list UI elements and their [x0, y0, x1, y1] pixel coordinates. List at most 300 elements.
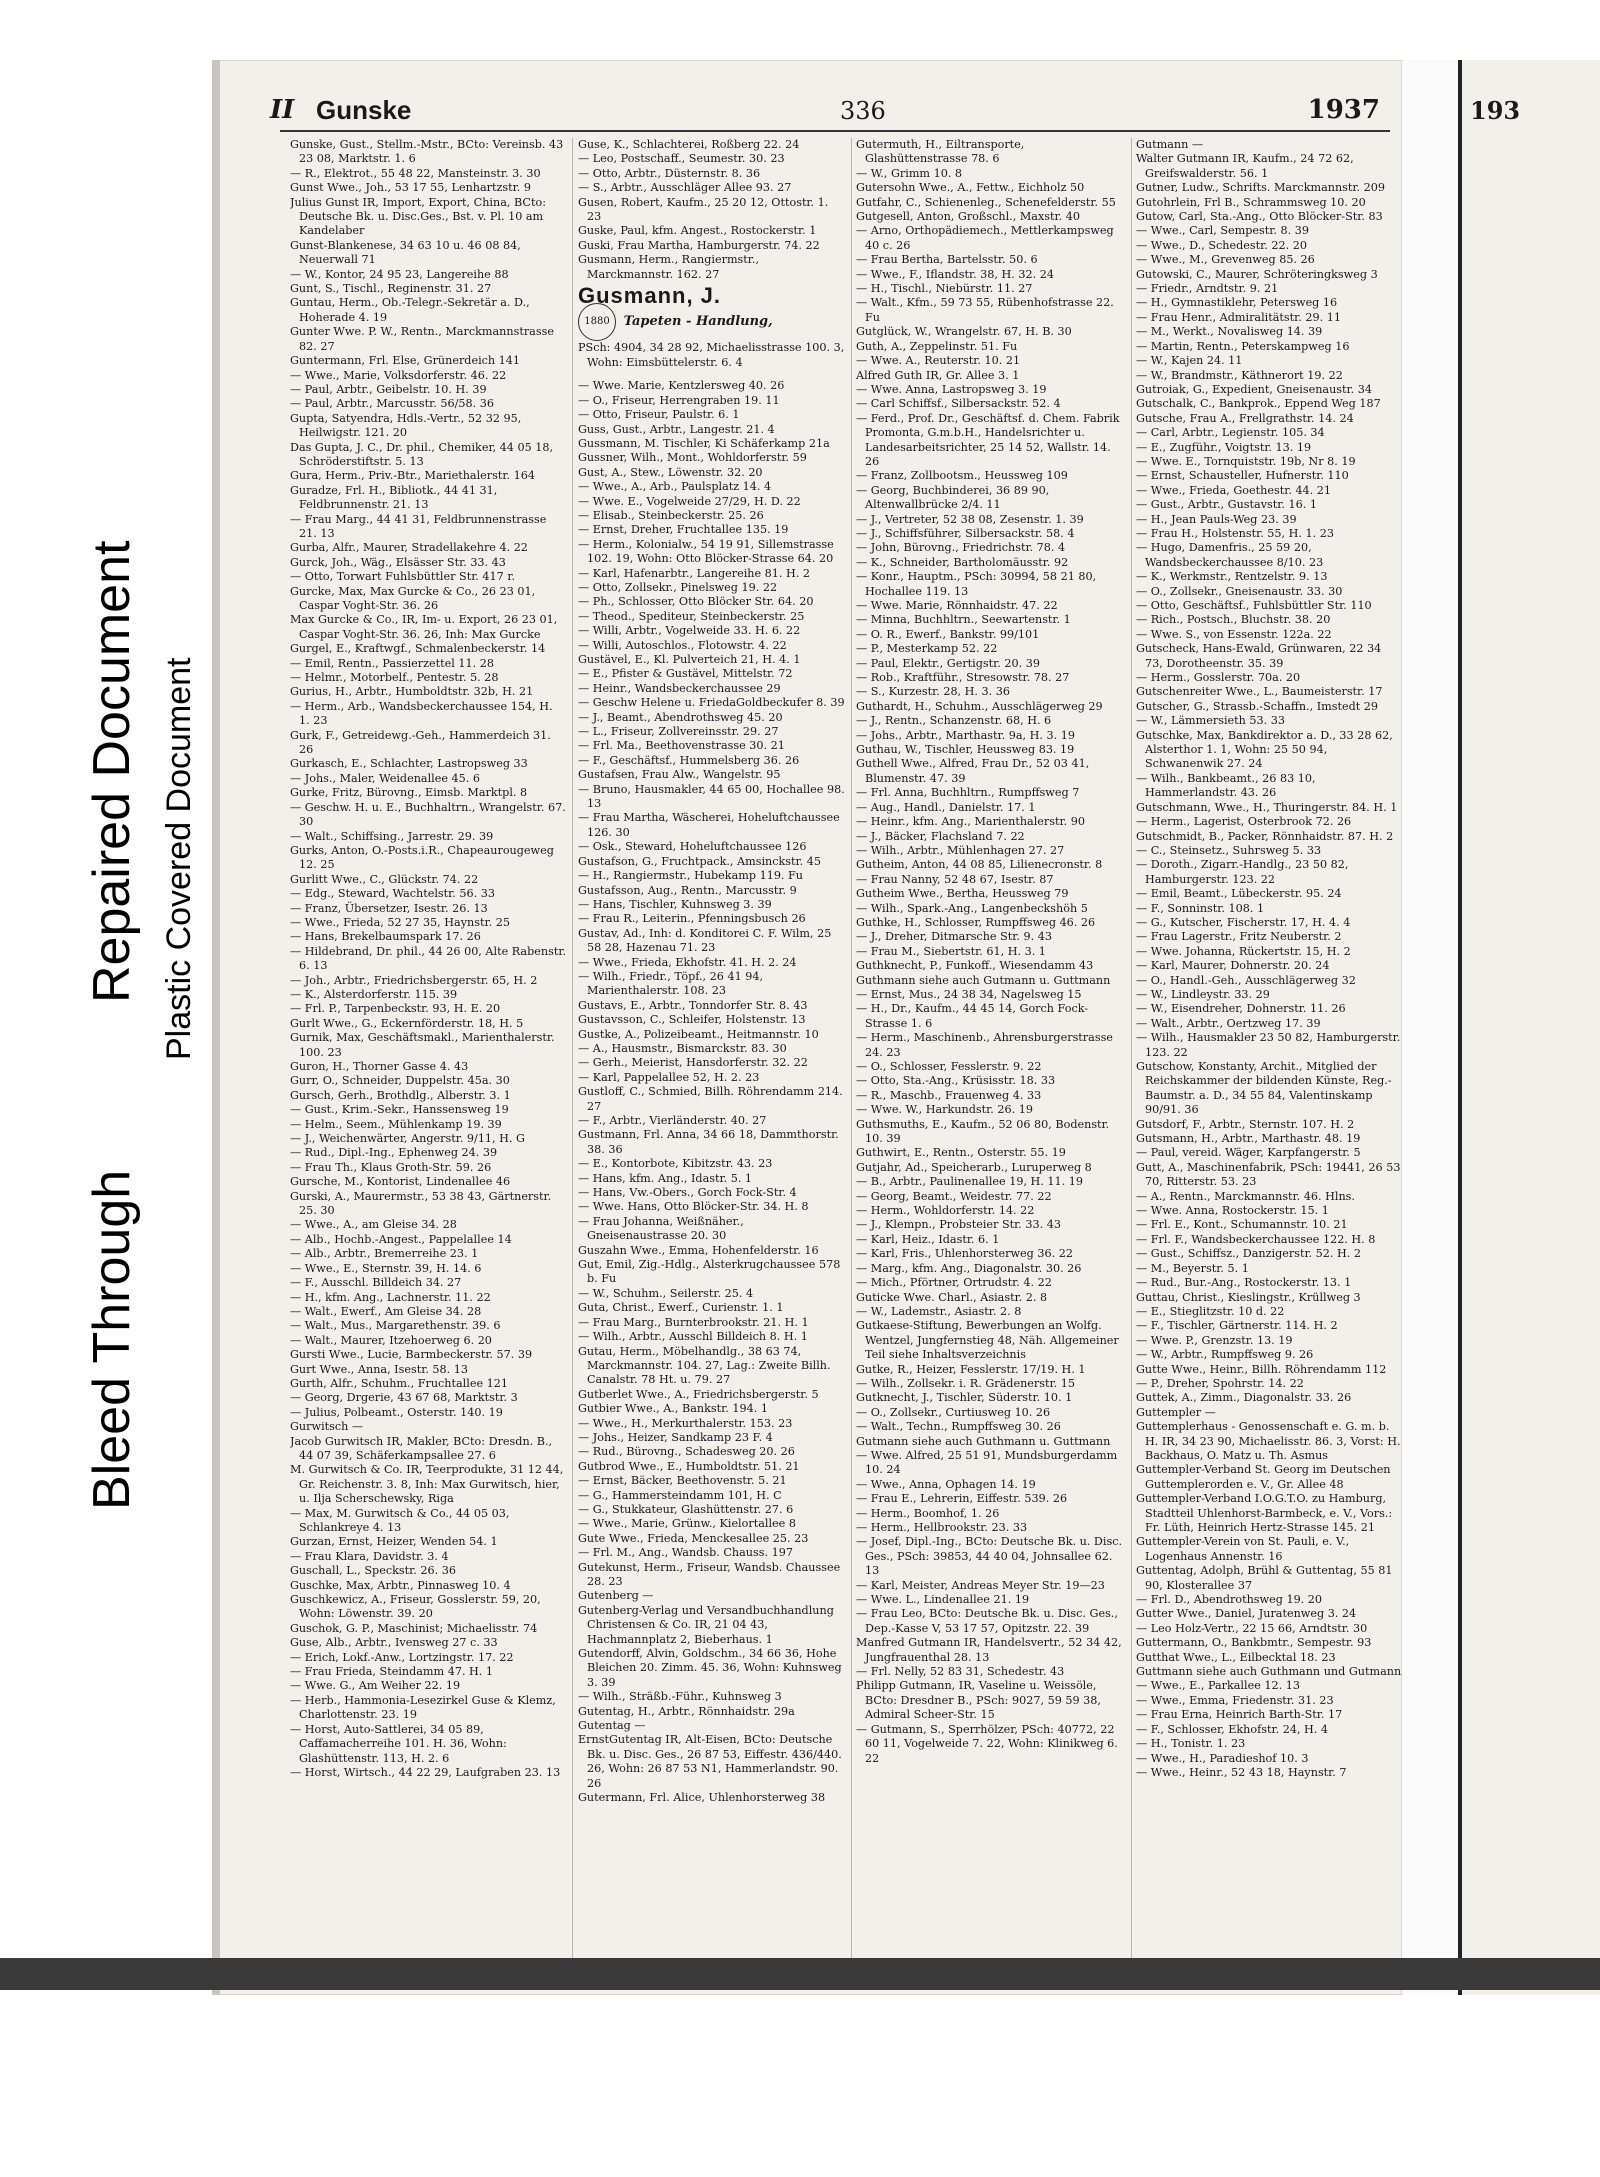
directory-entry: — H., Jean Pauls-Weg 23. 39	[1136, 512, 1297, 526]
directory-entry: — Frau Lagerstr., Fritz Neuberstr. 2	[1136, 930, 1342, 944]
directory-entry: — Wwe., Heinr., 52 43 18, Haynstr. 7	[1136, 1765, 1347, 1779]
directory-entry: — Rud., Bürovng., Schadesweg 20. 26	[578, 1445, 795, 1459]
directory-entry: — J., Schiffsführer, Silbersackstr. 58. 4	[856, 526, 1075, 540]
directory-entry: Gusen, Robert, Kaufm., 25 20 12, Ottostr. 1. 23	[578, 195, 829, 224]
directory-entry: Manfred Gutmann IR, Handelsvertr., 52 34 42, Jungfrauenthal 28. 13	[856, 1636, 1122, 1664]
directory-entry: Guron, H., Thorner Gasse 4. 43	[290, 1060, 469, 1073]
directory-entry: — Julius, Polbeamt., Osterstr. 140. 19	[290, 1405, 503, 1419]
directory-entry: — Gust., Krim.-Sekr., Hanssensweg 19	[290, 1103, 509, 1117]
directory-entry: — Wwe., F., Iflandstr. 38, H. 32. 24	[856, 267, 1054, 281]
directory-entry: Gutsdorf, F., Arbtr., Sternstr. 107. H. 2	[1136, 1117, 1355, 1131]
directory-entry: — Helmr., Motorbelf., Pentestr. 5. 28	[290, 671, 499, 685]
directory-entry: — Frl. M., Ang., Wandsb. Chauss. 197	[578, 1546, 793, 1560]
directory-entry: Walter Gutmann IR, Kaufm., 24 72 62, Greifswalderstr. 56. 1	[1136, 152, 1354, 180]
directory-entry: — Frl. Ma., Beethovenstrasse 30. 21	[578, 739, 785, 753]
directory-entry: — Wilh., Spark.-Ang., Langenbeckshöh 5	[856, 901, 1088, 915]
directory-entry: — Mich., Pförtner, Ortrudstr. 4. 22	[856, 1276, 1052, 1290]
directory-entry: — H., kfm. Ang., Lachnerstr. 11. 22	[290, 1290, 491, 1304]
directory-entry: Gustavs, E., Arbtr., Tonndorfer Str. 8. 43	[578, 998, 808, 1012]
directory-entry: — Aug., Handl., Danielstr. 17. 1	[856, 800, 1036, 814]
directory-entry: — F., Arbtr., Vierländerstr. 40. 27	[578, 1114, 767, 1127]
directory-entry: Guttek, A., Zimm., Diagonalstr. 33. 26	[1136, 1391, 1352, 1405]
directory-entry: — Elisab., Steinbeckerstr. 25. 26	[578, 508, 764, 522]
directory-entry: Gunst-Blankenese, 34 63 10 u. 46 08 84, Neuerwall 71	[290, 238, 521, 267]
directory-entry: Gutow, Carl, Sta.-Ang., Otto Blöcker-Str. 83	[1136, 210, 1383, 224]
directory-entry: — Arno, Orthopädiemech., Mettlerkampsweg 40 c. 26	[856, 224, 1114, 252]
directory-entry: Gura, Herm., Priv.-Btr., Mariethalerstr. 164	[290, 469, 535, 483]
directory-entry: — Wilh., Bankbeamt., 26 83 10, Hammerlandstr. 43. 26	[1136, 771, 1316, 800]
directory-entry: Guthknecht, P., Funkoff., Wiesendamm 43	[856, 959, 1094, 973]
directory-entry: — Geschw. H. u. E., Buchhaltrn., Wrangelstr. 67. 30	[290, 800, 566, 829]
directory-entry: — Walt., Arbtr., Oertzweg 17. 39	[1136, 1016, 1321, 1030]
directory-entry: — John, Bürovng., Friedrichstr. 78. 4	[856, 541, 1066, 555]
directory-entry: — Paul, vereid. Wäger, Karpfangerstr. 5	[1136, 1146, 1361, 1160]
directory-entry: — Otto, Sta.-Ang., Krüsisstr. 18. 33	[856, 1074, 1056, 1088]
directory-entry: Gusmann, Herm., Rangiermstr., Marckmannstr. 162. 27	[578, 253, 760, 281]
directory-entry: — Hans, kfm. Ang., Idastr. 5. 1	[578, 1171, 753, 1185]
directory-entry: Gutsmann, H., Arbtr., Marthastr. 48. 19	[1136, 1132, 1361, 1146]
directory-entry: ErnstGutentag IR, Alt-Eisen, BCto: Deutsche Bk. u. Disc. Ges., 26 87 53, Eiffestr. 436/440. 26, Wohn: 26 87 53 N1, Hammerlandstr. 90. 26	[578, 1733, 842, 1790]
directory-entry: — Walt., Ewerf., Am Gleise 34. 28	[290, 1304, 482, 1318]
directory-entry: Gutknecht, J., Tischler, Süderstr. 10. 1	[856, 1391, 1073, 1405]
directory-entry: — J., Klempn., Probsteier Str. 33. 43	[856, 1218, 1061, 1232]
directory-entry: — J., Beamt., Abendrothsweg 45. 20	[578, 710, 783, 724]
directory-entry: Gutau, Herm., Möbelhandlg., 38 63 74, Marckmannstr. 104. 27, Lag.: Zweite Billh. Canalstr. 78 Ht. u. 79. 27	[578, 1344, 831, 1387]
scanner-bottom-bar	[0, 1958, 1600, 1990]
directory-entry: — G., Stukkateur, Glashüttenstr. 27. 6	[578, 1502, 794, 1516]
directory-entry: Guthell Wwe., Alfred, Frau Dr., 52 03 41, Blumenstr. 47. 39	[856, 757, 1090, 785]
directory-entry: — Wwe. G., Am Weiher 22. 19	[290, 1679, 461, 1693]
directory-entry: — W., Brandmstr., Käthnerort 19. 22	[1136, 368, 1343, 382]
directory-entry: Gutjahr, Ad., Speicherarb., Luruperweg 8	[856, 1160, 1092, 1174]
adjacent-page-column	[1466, 100, 1596, 1950]
directory-entry: Jacob Gurwitsch IR, Makler, BCto: Dresdn. B., 44 07 39, Schäferkampsallee 27. 6	[290, 1434, 553, 1462]
directory-entry: Guntau, Herm., Ob.-Telegr.-Sekretär a. D., Hoherade 4. 19	[290, 296, 530, 324]
directory-entry: — Johs., Maler, Weidenallee 45. 6	[290, 771, 480, 785]
directory-entry: — Herm., Wohldorferstr. 14. 22	[856, 1204, 1035, 1218]
directory-entry: — Frau Nanny, 52 48 67, Isestr. 87	[856, 872, 1054, 886]
directory-entry: — Marg., kfm. Ang., Diagonalstr. 30. 26	[856, 1261, 1082, 1275]
directory-entry: Gutschow, Konstanty, Archit., Mitglied der Reichskammer der bildenden Künste, Reg.-Baumstr. a. D., 34 55 84, Valentinskamp 90/91. 36	[1136, 1060, 1392, 1117]
directory-entry: Guski, Frau Martha, Hamburgerstr. 74. 22	[578, 238, 820, 252]
directory-entry: — Wwe., Marie, Grünw., Kielortallee 8	[578, 1517, 796, 1531]
directory-entry: — Georg, Buchbinderei, 36 89 90, Altenwallbrücke 2/4. 11	[856, 483, 1050, 512]
directory-entry: Gustafson, G., Fruchtpack., Amsinckstr. 45	[578, 854, 821, 868]
directory-entry: Gutenberg-Verlag und Versandbuchhandlung Christensen & Co. IR, 21 04 43, Hachmannplatz 2, Bieberhaus. 1	[578, 1603, 834, 1646]
directory-entry: — Frau Martha, Wäscherei, Hoheluftchaussee 126. 30	[578, 811, 840, 839]
directory-entry: Gutt, A., Maschinenfabrik, PSch: 19441, 26 53 70, Ritterstr. 53. 23	[1136, 1160, 1401, 1189]
directory-entry: — J., Rentn., Schanzenstr. 68, H. 6	[856, 714, 1052, 728]
directory-entry: — Wwe., Carl, Sempestr. 8. 39	[1136, 224, 1309, 238]
page-section-letter: II	[270, 95, 295, 125]
directory-entry: — S., Kurzestr. 28, H. 3. 36	[856, 685, 1011, 699]
directory-entry: Guta, Christ., Ewerf., Curienstr. 1. 1	[578, 1301, 784, 1315]
directory-entry: — R., Elektrot., 55 48 22, Mansteinstr. 3. 30	[290, 166, 541, 180]
directory-entry: — Karl, Heiz., Idastr. 6. 1	[856, 1232, 1000, 1246]
directory-entry: — Gerh., Meierist, Hansdorferstr. 32. 22	[578, 1056, 808, 1070]
directory-entry: — P., Mesterkamp 52. 22	[856, 642, 998, 656]
column-divider	[572, 138, 573, 1958]
directory-entry: — F., Geschäftsf., Hummelsberg 36. 26	[578, 753, 800, 767]
directory-entry: — Herm., Boomhof, 1. 26	[856, 1506, 1000, 1520]
directory-entry: — Hans, Brekelbaumspark 17. 26	[290, 930, 481, 944]
directory-entry: — Martin, Rentn., Peterskampweg 16	[1136, 339, 1350, 353]
directory-entry: — Rud., Bur.-Ang., Rostockerstr. 13. 1	[1136, 1276, 1352, 1290]
directory-entry: — O., Zollsekr., Curtiusweg 10. 26	[856, 1405, 1051, 1419]
directory-entry: Gutgesell, Anton, Großschl., Maxstr. 40	[856, 210, 1080, 224]
directory-entry: Gustafsson, Aug., Rentn., Marcusstr. 9	[578, 883, 797, 897]
directory-entry: — K., Werkmstr., Rentzelstr. 9. 13	[1136, 570, 1328, 584]
directory-entry: — J., Dreher, Ditmarsche Str. 9. 43	[856, 930, 1052, 944]
directory-entry: Gunt, S., Tischl., Reginenstr. 31. 27	[290, 282, 492, 296]
directory-entry: — W., Lindleystr. 33. 29	[1136, 987, 1270, 1001]
directory-entry: — F., Tischler, Gärtnerstr. 114. H. 2	[1136, 1319, 1338, 1333]
directory-entry: Gutroiak, G., Expedient, Gneisenaustr. 34	[1136, 382, 1372, 396]
directory-entry: — F., Ausschl. Billdeich 34. 27	[290, 1276, 462, 1290]
directory-entry: Gunske, Gust., Stellm.-Mstr., BCto: Vereinsb. 43 23 08, Marktstr. 1. 6	[290, 138, 564, 166]
directory-entry: — O., Handl.-Geh., Ausschlägerweg 32	[1136, 973, 1356, 987]
directory-entry: — F., Sonninstr. 108. 1	[1136, 901, 1265, 915]
directory-entry: Gurzan, Ernst, Heizer, Wenden 54. 1	[290, 1535, 498, 1549]
directory-entry: Gutte Wwe., Heinr., Billh. Röhrendamm 112	[1136, 1362, 1387, 1376]
directory-entry: — Wwe. Johanna, Rückertstr. 15, H. 2	[1136, 944, 1351, 958]
directory-entry: — Wilh., Arbtr., Mühlenhagen 27. 27	[856, 843, 1065, 857]
directory-entry: — Frau Henr., Admiralitätstr. 29. 11	[1136, 310, 1341, 324]
directory-entry: — W., Eisendreher, Dohnerstr. 11. 26	[1136, 1002, 1346, 1016]
directory-entry: Guticke Wwe. Charl., Asiastr. 2. 8	[856, 1290, 1048, 1304]
directory-entry: — Rich., Postsch., Bluchstr. 38. 20	[1136, 613, 1331, 627]
directory-entry: — Herm., Hellbrookstr. 23. 33	[856, 1521, 1028, 1534]
directory-entry: Gunter Wwe. P. W., Rentn., Marckmannstrasse 82. 27	[290, 325, 554, 353]
directory-entry: Gustke, A., Polizeibeamt., Heitmannstr. 10	[578, 1027, 819, 1041]
directory-entry: — Herm., Lagerist, Osterbrook 72. 26	[1136, 815, 1352, 829]
directory-entry: — Franz, Übersetzer, Isestr. 26. 13	[290, 901, 488, 915]
directory-entry: — Karl, Pappelallee 52, H. 2. 23	[578, 1070, 760, 1084]
directory-entry: Guttau, Christ., Kieslingstr., Krüllweg 3	[1136, 1290, 1361, 1304]
directory-entry: — Wilh., Hausmakler 23 50 82, Hamburgerstr. 123. 22	[1136, 1031, 1401, 1059]
directory-entry: — Wwe., Emma, Friedenstr. 31. 23	[1136, 1693, 1334, 1707]
directory-entry: — Minna, Buchhltrn., Seewartenstr. 1	[856, 613, 1071, 627]
directory-entry: — Frau H., Holstenstr. 55, H. 1. 23	[1136, 526, 1334, 540]
directory-entry: — Wwe. W., Harkundstr. 26. 19	[856, 1103, 1033, 1117]
directory-entry: Gurski, A., Maurermstr., 53 38 43, Gärtnerstr. 25. 30	[290, 1189, 552, 1218]
directory-entry: Guttempler —	[1136, 1405, 1216, 1419]
directory-entry: — Doroth., Zigarr.-Handlg., 23 50 82, Hamburgerstr. 123. 22	[1136, 858, 1349, 886]
directory-entry: — Wwe. A., Reuterstr. 10. 21	[856, 354, 1021, 368]
directory-entry: — Frl. Nelly, 52 83 31, Schedestr. 43	[856, 1665, 1065, 1679]
directory-entry: — H., Tonistr. 1. 23	[1136, 1737, 1246, 1751]
directory-entry: Guntermann, Frl. Else, Grünerdeich 141	[290, 354, 521, 368]
directory-entry: Gutschmann, Wwe., H., Thuringerstr. 84. H. 1	[1136, 800, 1398, 814]
directory-entry: Guthmann siehe auch Gutmann u. Guttmann	[856, 973, 1111, 987]
directory-entry: Gurk, F., Getreidewg.-Geh., Hammerdeich 31. 26	[290, 728, 551, 757]
directory-entry: — Wilh., Arbtr., Ausschl Billdeich 8. H. 1	[578, 1330, 808, 1344]
directory-entry: — Franz, Zollbootsm., Heussweg 109	[856, 469, 1068, 483]
directory-entry: Gutke, R., Heizer, Fesslerstr. 17/19. H. 1	[856, 1362, 1086, 1376]
directory-entry: Gurth, Alfr., Schuhm., Fruchtallee 121	[290, 1376, 508, 1390]
directory-entry: Guschok, G. P., Maschinist; Michaelisstr. 74	[290, 1621, 538, 1635]
directory-entry: Gutthat Wwe., L., Eilbecktal 18. 23	[1136, 1650, 1336, 1664]
directory-entry: — Frl. D., Abendrothsweg 19. 20	[1136, 1593, 1323, 1607]
directory-entry: — A., Hausmstr., Bismarckstr. 83. 30	[578, 1041, 787, 1055]
directory-entry: — Frau Frieda, Steindamm 47. H. 1	[290, 1665, 494, 1679]
directory-entry: Alfred Guth IR, Gr. Allee 3. 1	[856, 368, 1020, 382]
directory-entry: — Wwe. Anna, Lastropsweg 3. 19	[856, 382, 1047, 396]
directory-entry: Guthwirt, E., Rentn., Osterstr. 55. 19	[856, 1146, 1066, 1160]
directory-entry: Guttempler-Verein von St. Pauli, e. V., Logenhaus Annenstr. 16	[1136, 1535, 1350, 1563]
directory-entry: Guradze, Frl. H., Bibliotk., 44 41 31, Feldbrunnenstr. 21. 13	[290, 483, 498, 512]
gusmann-advertisement	[578, 285, 846, 374]
directory-entry: — Walt., Maurer, Itzehoerweg 6. 20	[290, 1333, 492, 1347]
directory-entry: Guttempler-Verband I.O.G.T.O. zu Hamburg, Stadtteil Uhlenhorst-Barmbeck, e. V., Vors.: Fr. Lüth, Heinrich Hertz-Strasse 145. 21	[1136, 1492, 1393, 1534]
directory-entry: — Ernst, Mus., 24 38 34, Nagelsweg 15	[856, 987, 1082, 1001]
directory-entry: Guschke, Max, Arbtr., Pinnasweg 10. 4	[290, 1578, 511, 1592]
directory-entry: — Josef, Dipl.-Ing., BCto: Deutsche Bk. u. Disc. Ges., PSch: 39853, 44 40 04, Johnsallee 62. 13	[856, 1535, 1123, 1578]
directory-entry: Gurr, O., Schneider, Duppelstr. 45a. 30	[290, 1074, 510, 1088]
directory-entry: Gutenberg —	[578, 1589, 654, 1603]
directory-entry: — H., Rangiermstr., Hubekamp 119. Fu	[578, 869, 804, 883]
directory-entry: — Ph., Schlosser, Otto Blöcker Str. 64. 20	[578, 595, 814, 609]
directory-entry: — Konr., Hauptm., PSch: 30994, 58 21 80, Hochallee 119. 13	[856, 570, 1097, 598]
directory-entry: Guthsmuths, E., Kaufm., 52 06 80, Bodenstr. 10. 39	[856, 1117, 1110, 1146]
directory-entry: Gurwitsch —	[290, 1420, 364, 1434]
directory-entry: — Leo, Postschaff., Seumestr. 30. 23	[578, 152, 785, 166]
directory-entry: Max Gurcke & Co., IR, Im- u. Export, 26 23 01, Caspar Voght-Str. 36. 26, Inh: Max Gurcke	[290, 613, 558, 641]
directory-entry: — Wwe. Marie, Rönnhaidstr. 47. 22	[856, 599, 1058, 612]
directory-entry: — Frl. E., Kont., Schumannstr. 10. 21	[1136, 1218, 1348, 1232]
directory-entry: — Frau Bertha, Bartelsstr. 50. 6	[856, 253, 1038, 267]
directory-entry: Gutner, Ludw., Schrifts. Marckmannstr. 209	[1136, 181, 1385, 195]
directory-entry: — H., Tischl., Niebürstr. 11. 27	[856, 282, 1033, 296]
directory-entry: — Wwe. Anna, Rostockerstr. 15. 1	[1136, 1204, 1329, 1218]
directory-entry: Gute Wwe., Frieda, Menckesallee 25. 23	[578, 1531, 809, 1545]
directory-entry: — Hildebrand, Dr. phil., 44 26 00, Alte Rabenstr. 6. 13	[290, 944, 566, 973]
directory-entry: — O., Zollsekr., Gneisenaustr. 33. 30	[1136, 584, 1343, 598]
directory-entry: Gurlt Wwe., G., Eckernförderstr. 18, H. 5	[290, 1016, 524, 1030]
directory-entry: — Frau M., Siebertstr. 61, H. 3. 1	[856, 944, 1046, 958]
directory-entry: Guttentag, Adolph, Brühl & Guttentag, 55 81 90, Klosterallee 37	[1136, 1564, 1393, 1592]
directory-entry: — Osk., Steward, Hoheluftchaussee 126	[578, 840, 807, 854]
directory-entry: — Wwe., E., Parkallee 12. 13	[1136, 1679, 1300, 1693]
directory-entry: — F., Schlosser, Ekhofstr. 24, H. 4	[1136, 1722, 1329, 1736]
directory-entry: Guse, K., Schlachterei, Roßberg 22. 24	[578, 138, 800, 151]
directory-entry: — Herm., Maschinenb., Ahrensburgerstrasse 24. 23	[856, 1031, 1113, 1059]
directory-entry: — Paul, Arbtr., Marcusstr. 56/58. 36	[290, 397, 494, 411]
directory-entry: — Wwe. Alfred, 25 51 91, Mundsburgerdamm 10. 24	[856, 1448, 1118, 1477]
directory-entry: — Wwe., H., Paradieshof 10. 3	[1136, 1751, 1309, 1765]
directory-entry: — Emil, Rentn., Passierzettel 11. 28	[290, 656, 494, 670]
directory-entry: — Otto, Friseur, Paulstr. 6. 1	[578, 408, 740, 422]
directory-entry: — Gutmann, S., Sperrhölzer, PSch: 40772, 22 60 11, Vogelweide 7. 22, Wohn: Klinikweg 6. 22	[856, 1722, 1118, 1765]
directory-entry: — Theod., Spediteur, Steinbeckerstr. 25	[578, 609, 805, 623]
directory-entry: Gurius, H., Arbtr., Humboldtstr. 32b, H. 21	[290, 685, 534, 699]
directory-entry: — W., Grimm 10. 8	[856, 166, 963, 180]
directory-entry: Guss, Gust., Arbtr., Langestr. 21. 4	[578, 422, 775, 436]
directory-entry: Gutowski, C., Maurer, Schröteringksweg 3	[1136, 267, 1378, 281]
directory-entry: — L., Friseur, Zollvereinsstr. 29. 27	[578, 725, 779, 739]
directory-entry: — Leo Holz-Vertr., 22 15 66, Arndtstr. 30	[1136, 1621, 1368, 1635]
directory-entry: Gutmann siehe auch Guthmann u. Guttmann	[856, 1434, 1111, 1448]
directory-entry: Gurck, Joh., Wäg., Elsässer Str. 33. 43	[290, 555, 506, 569]
directory-entry: — J., Bäcker, Flachsland 7. 22	[856, 829, 1025, 843]
directory-entry: — Willi, Arbtr., Vogelweide 33. H. 6. 22	[578, 624, 801, 638]
directory-entry: Gutberlet Wwe., A., Friedrichsbergerstr. 5	[578, 1387, 819, 1401]
directory-entry: — Frl. P., Tarpenbeckstr. 93, H. E. 20	[290, 1002, 501, 1016]
directory-entry: — Wwe., Anna, Ophagen 14. 19	[856, 1477, 1036, 1491]
directory-entry: Guschall, L., Speckstr. 26. 36	[290, 1564, 456, 1578]
directory-entry: Gussmann, M. Tischler, Ki Schäferkamp 21a	[578, 436, 830, 450]
directory-entry: — Georg, Beamt., Weidestr. 77. 22	[856, 1189, 1052, 1203]
directory-entry: Gustafsen, Frau Alw., Wangelstr. 95	[578, 768, 781, 782]
directory-entry: Gustav, Ad., Inh: d. Konditorei C. F. Wilm, 25 58 28, Hazenau 71. 23	[578, 926, 832, 955]
directory-entry: Gutheim Wwe., Bertha, Heussweg 79	[856, 887, 1069, 901]
directory-entry: — W., Kajen 24. 11	[1136, 354, 1243, 368]
directory-entry: Gutscher, G., Strassb.-Schaffn., Imstedt 29	[1136, 699, 1379, 713]
directory-entry: — E., Pfister & Gustävel, Mittelstr. 72	[578, 667, 793, 681]
directory-entry: — M., Beyerstr. 5. 1	[1136, 1261, 1249, 1275]
page-headword: Gunske	[316, 95, 412, 125]
directory-entry: Gutglück, W., Wrangelstr. 67, H. B. 30	[856, 325, 1072, 339]
directory-entry: — W., Lämmersieth 53. 33	[1136, 714, 1286, 728]
directory-entry: — Wwe., Frieda, Goethestr. 44. 21	[1136, 483, 1332, 497]
directory-entry: — H., Gymnastiklehr, Petersweg 16	[1136, 296, 1338, 310]
directory-entry: — Hans, Tischler, Kuhnsweg 3. 39	[578, 897, 772, 911]
directory-entry: Gutendorff, Alvin, Goldschm., 34 66 36, Hohe Bleichen 20. Zimm. 45. 36, Wohn: Kuhnsweg 3. 39	[578, 1647, 842, 1689]
directory-entry: — Wwe., A., am Gleise 34. 28	[290, 1218, 457, 1232]
directory-entry: — Alb., Arbtr., Bremerreihe 23. 1	[290, 1247, 479, 1261]
directory-entry: Gutkaese-Stiftung, Bewerbungen an Wolfg. Wentzel, Jungfernstieg 48, Näh. Allgemeiner Teil siehe Inhaltsverzeichnis	[856, 1319, 1119, 1362]
directory-column-4	[1136, 138, 1402, 1958]
directory-column-2	[578, 138, 846, 1958]
directory-entry: — O., Schlosser, Fesslerstr. 9. 22	[856, 1060, 1042, 1073]
directory-entry: Gutentag, H., Arbtr., Rönnhaidstr. 29a	[578, 1704, 795, 1718]
directory-entry: — Wwe., H., Merkurthalerstr. 153. 23	[578, 1416, 793, 1430]
directory-entry: — Walt., Schiffsing., Jarrestr. 29. 39	[290, 829, 494, 843]
directory-entry: — Hans, Vw.-Obers., Gorch Fock-Str. 4	[578, 1186, 797, 1200]
directory-entry: — Ernst, Dreher, Fruchtallee 135. 19	[578, 523, 789, 537]
page-year: 1937	[1307, 95, 1380, 125]
directory-entry: M. Gurwitsch & Co. IR, Teerprodukte, 31 12 44, Gr. Reichenstr. 3. 8, Inh: Max Gurwitsch, hier, u. Ilja Scherschewsky, Riga	[290, 1463, 564, 1506]
directory-entry: — Johs., Arbtr., Marthastr. 9a, H. 3. 19	[856, 728, 1075, 742]
bleed-through-label: Bleed Through	[83, 1169, 141, 1510]
directory-entry: — Walt., Kfm., 59 73 55, Rübenhofstrasse 22. Fu	[856, 296, 1114, 324]
directory-entry: — Erich, Lokf.-Anw., Lortzingstr. 17. 22	[290, 1650, 514, 1664]
directory-entry: — Ernst, Schausteller, Hufnerstr. 110	[1136, 469, 1349, 483]
directory-entry: Gurkasch, E., Schlachter, Lastropsweg 33	[290, 757, 528, 771]
directory-entry: — Otto, Arbtr., Düsternstr. 8. 36	[578, 166, 761, 180]
directory-entry: Gutbrod Wwe., E., Humboldtstr. 51. 21	[578, 1459, 800, 1473]
directory-entry: — Wwe. P., Grenzstr. 13. 19	[1136, 1333, 1293, 1347]
directory-entry: — G., Kutscher, Fischerstr. 17, H. 4. 4	[1136, 915, 1351, 929]
directory-entry: — M., Werkt., Novalisweg 14. 39	[1136, 325, 1323, 339]
directory-entry: Guthke, H., Schlosser, Rumpffsweg 46. 26	[856, 915, 1096, 929]
directory-entry: Gutmann —	[1136, 138, 1204, 151]
directory-entry: — Wwe., D., Schedestr. 22. 20	[1136, 238, 1307, 252]
directory-entry: Gutbier Wwe., A., Bankstr. 194. 1	[578, 1402, 768, 1416]
directory-entry: Julius Gunst IR, Import, Export, China, BCto: Deutsche Bk. u. Disc.Ges., Bst. v. Pl. 10 am Kandelaber	[290, 195, 546, 238]
directory-entry: — Paul, Arbtr., Geibelstr. 10. H. 39	[290, 382, 487, 396]
directory-entry: — Wwe. E., Vogelweide 27/29, H. D. 22	[578, 494, 801, 508]
directory-entry: Gurks, Anton, O.-Posts.i.R., Chapeaurougeweg 12. 25	[290, 843, 554, 872]
directory-entry: — Otto, Geschäftsf., Fuhlsbüttler Str. 110	[1136, 599, 1372, 612]
directory-entry: — Willi, Autoschlos., Flotowstr. 4. 22	[578, 638, 787, 652]
directory-entry: — K., Schneider, Bartholomäusstr. 92	[856, 555, 1069, 569]
directory-entry: — Wwe., Frieda, 52 27 35, Haynstr. 25	[290, 915, 510, 929]
directory-entry: — Wwe., E., Sternstr. 39, H. 14. 6	[290, 1261, 482, 1275]
directory-entry: — Frl. Anna, Buchhltrn., Rumpffsweg 7	[856, 786, 1080, 800]
directory-entry: — Wilh., Friedr., Töpf., 26 41 94, Marienthalerstr. 108. 23	[578, 969, 764, 998]
directory-entry: Gutschenreiter Wwe., L., Baumeisterstr. 17	[1136, 685, 1383, 699]
directory-entry: — Edg., Steward, Wachtelstr. 56. 33	[290, 887, 495, 901]
directory-entry: — Frau Klara, Davidstr. 3. 4	[290, 1549, 449, 1563]
directory-entry: Gust, A., Stew., Löwenstr. 32. 20	[578, 465, 763, 479]
directory-entry: — Frau E., Lehrerin, Eiffestr. 539. 26	[856, 1492, 1068, 1506]
directory-entry: — Geschw Helene u. FriedaGoldbeckufer 8. 39	[578, 696, 845, 710]
directory-entry: — Frau Johanna, Weißnäher., Gneisenaustrasse 20. 30	[578, 1214, 744, 1243]
directory-entry: Gustmann, Frl. Anna, 34 66 18, Dammthorstr. 38. 36	[578, 1128, 839, 1156]
directory-entry: — Wwe. E., Tornquiststr. 19b, Nr 8. 19	[1136, 454, 1356, 468]
directory-entry: Das Gupta, J. C., Dr. phil., Chemiker, 44 05 18, Schröderstiftstr. 5. 13	[290, 440, 554, 468]
directory-entry: — Frl. F., Wandsbeckerchaussee 122. H. 8	[1136, 1232, 1376, 1246]
directory-entry: — Heinr., Wandsbeckerchaussee 29	[578, 681, 781, 695]
directory-entry: — Carl, Arbtr., Legienstr. 105. 34	[1136, 426, 1325, 440]
directory-entry: — E., Stieglitzstr. 10 d. 22	[1136, 1304, 1285, 1318]
directory-entry: Gurba, Alfr., Maurer, Stradellakehre 4. 22	[290, 541, 528, 555]
directory-entry: Gutschke, Max, Bankdirektor a. D., 33 28 62, Alsterthor 1. 1, Wohn: 25 50 94, Schwanenwik 27. 24	[1136, 728, 1393, 771]
directory-entry: — Max, M. Gurwitsch & Co., 44 05 03, Schlankreye 4. 13	[290, 1506, 510, 1534]
directory-entry: — Ernst, Bäcker, Beethovenstr. 5. 21	[578, 1474, 787, 1488]
repaired-document-label: Repaired Document	[83, 540, 141, 1003]
directory-entry: — W., Schuhm., Seilerstr. 25. 4	[578, 1286, 754, 1300]
directory-entry: — Wwe. Hans, Otto Blöcker-Str. 34. H. 8	[578, 1200, 809, 1214]
page-number: 336	[840, 97, 886, 125]
directory-entry: Guttemplerhaus - Genossenschaft e. G. m. b. H. IR, 34 23 90, Michaelisstr. 86. 3, Vorst: H. Backhaus, O. Matz u. Th. Asmus	[1136, 1420, 1401, 1462]
directory-entry: Gursti Wwe., Lucie, Barmbeckerstr. 57. 39	[290, 1348, 533, 1362]
directory-entry: — Frau R., Leiterin., Pfenningsbusch 26	[578, 912, 806, 926]
directory-entry: — W., Arbtr., Rumpffsweg 9. 26	[1136, 1348, 1314, 1362]
directory-entry: Gurke, Fritz, Bürovng., Eimsb. Marktpl. 8	[290, 786, 528, 800]
directory-entry: — A., Rentn., Marckmannstr. 46. Hlns.	[1136, 1189, 1355, 1203]
directory-entry: — Wwe. S., von Essenstr. 122a. 22	[1136, 627, 1332, 641]
directory-entry: Gut, Emil, Zig.-Hdlg., Alsterkrugchaussee 578 b. Fu	[578, 1258, 841, 1286]
directory-column-1	[290, 138, 566, 1958]
page-header	[270, 95, 1400, 135]
directory-entry: Gutsche, Frau A., Frellgrathstr. 14. 24	[1136, 411, 1354, 425]
directory-entry: Guthardt, H., Schuhm., Ausschlägerweg 29	[856, 699, 1103, 713]
directory-entry: — J., Weichenwärter, Angerstr. 9/11, H. G	[290, 1132, 525, 1146]
directory-entry: — Walt., Mus., Margarethenstr. 39. 6	[290, 1319, 501, 1333]
directory-entry: Gutschalk, C., Bankprok., Eppend Weg 187	[1136, 397, 1381, 411]
directory-entry: — Joh., Arbtr., Friedrichsbergerstr. 65, H. 2	[290, 973, 538, 987]
directory-entry: — G., Hammersteindamm 101, H. C	[578, 1488, 782, 1502]
directory-entry: Gutersohn Wwe., A., Fettw., Eichholz 50	[856, 181, 1085, 195]
directory-entry: — Karl, Hafenarbtr., Langereihe 81. H. 2	[578, 566, 811, 580]
directory-entry: — Wwe., Marie, Volksdorferstr. 46. 22	[290, 368, 507, 382]
page-gutter	[1402, 60, 1458, 1995]
directory-entry: — Hugo, Damenfris., 25 59 20, Wandsbeckerchaussee 8/10. 23	[1136, 541, 1324, 569]
directory-entry: — Gust., Schiffsz., Danzigerstr. 52. H. 2	[1136, 1247, 1362, 1261]
directory-entry: — Wwe. Marie, Kentzlersweg 40. 26	[578, 379, 785, 393]
directory-entry: Guthau, W., Tischler, Heussweg 83. 19	[856, 743, 1075, 757]
directory-entry: — Frau Th., Klaus Groth-Str. 59. 26	[290, 1160, 492, 1174]
directory-entry: — K., Alsterdorferstr. 115. 39	[290, 987, 458, 1001]
directory-entry: — Herb., Hammonia-Lesezirkel Guse & Klemz, Charlottenstr. 23. 19	[290, 1693, 556, 1722]
directory-entry: Gurcke, Max, Max Gurcke & Co., 26 23 01, Caspar Voght-Str. 36. 26	[290, 584, 536, 612]
directory-entry: — Paul, Elektr., Gertigstr. 20. 39	[856, 656, 1040, 670]
directory-entry: Gutermuth, H., Eiltransporte, Glashüttenstrasse 78. 6	[856, 138, 1025, 166]
directory-entry: — Wilh., Sträßb.-Führ., Kuhnsweg 3	[578, 1690, 782, 1704]
directory-entry: — Emil, Beamt., Lübeckerstr. 95. 24	[1136, 887, 1342, 901]
